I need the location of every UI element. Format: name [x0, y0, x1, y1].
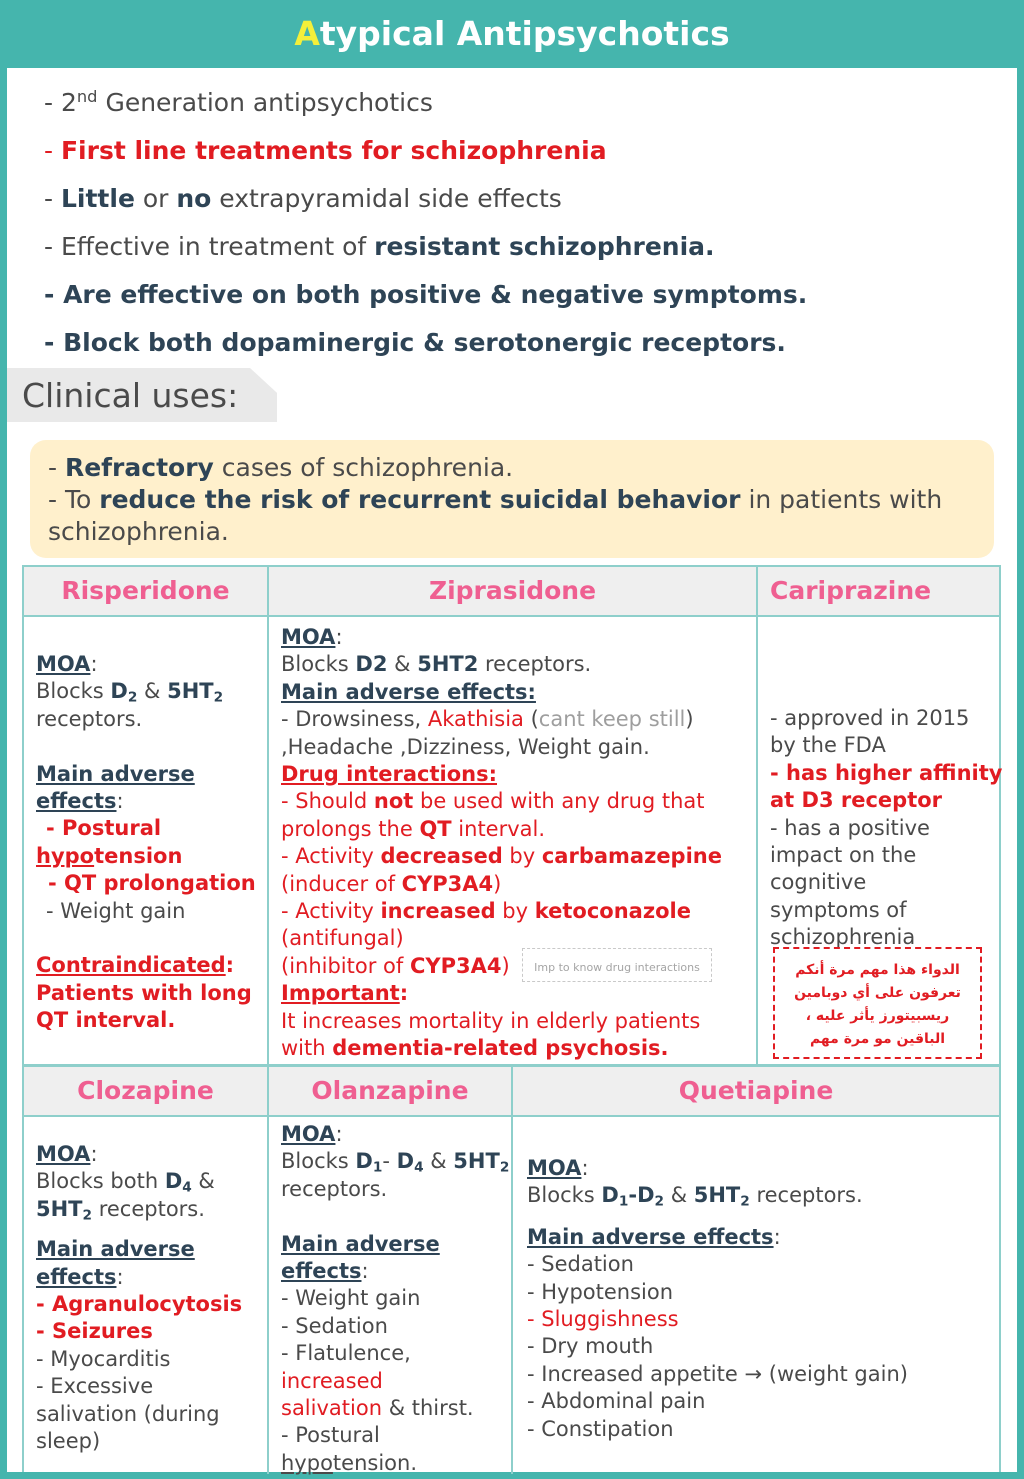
clinical-uses-title: Clinical uses: — [22, 376, 239, 415]
clinical-use-item-cont: schizophrenia. — [48, 517, 229, 546]
clozapine-cell: MOA: Blocks both $D_4$ & $5HT_2$ receptors. Main adverse effects: - Agranulocytosis - Seizures - Myocarditis - Excessive salivation (during sleep) — [24, 1117, 269, 1474]
intro-line: - Are effective on both positive & negative symptoms. — [44, 280, 808, 309]
intro-line: - Block both dopaminergic & serotonergic receptors. — [44, 328, 786, 357]
sticky-note: Imp to know drug interactions — [522, 948, 712, 982]
cariprazine-cell: - approved in 2015 by the FDA - has higher affinity at D3 receptor - has a positive impact on the cognitive symptoms of schizophrenia — [770, 706, 1003, 950]
header-cariprazine: Cariprazine — [758, 567, 999, 617]
olanzapine-cell: MOA: Blocks $D_1-$ $D_4$ & $5HT_2$ receptors. Main adverse effects: - Weight gain - Sedation - Flatulence, increased salivation & thirst. - Postural hypotension. — [269, 1117, 513, 1474]
intro-line: - Effective in treatment of resistant schizophrenia. — [44, 232, 715, 261]
drug-table-2 — [22, 1065, 1001, 1475]
header-ziprasidone: Ziprasidone — [269, 567, 758, 617]
header-olanzapine: Olanzapine — [269, 1067, 513, 1117]
intro-line: - Little or no extrapyramidal side effects — [44, 184, 562, 213]
clinical-use-item: - Refractory cases of schizophrenia. — [48, 453, 514, 482]
header-risperidone: Risperidone — [24, 567, 269, 617]
ziprasidone-cell: MOA: Blocks D2 & 5HT2 receptors. Main adverse effects: - Drowsiness, Akathisia (cant keep still) ,Headache ,Dizziness, Weight gain. Drug interactions: - Should not be used with any drug that prolongs the QT interval. - Activity decreased by carbamazepine (inducer of CYP3A4) - Activity increased by ketoconazole (antifungal) (inhibitor of CYP3A4) Important: It increases mortality in elderly patients with dementia-related psychosis. — [269, 617, 758, 1064]
quetiapine-cell: MOA: Blocks $D_1-D_2$ & $5HT_2$ receptors. Main adverse effects: - Sedation - Hypotension - Sluggishness - Dry mouth - Increased appetite → (weight gain) - Abdominal pain - Constipation — [527, 1156, 908, 1441]
intro-line: - First line treatments for schizophrenia — [44, 136, 607, 165]
page-title: Atypical Antipsychotics — [0, 0, 1024, 68]
clinical-use-item: - To reduce the risk of recurrent suicidal behavior in patients with — [48, 485, 943, 514]
header-clozapine: Clozapine — [24, 1067, 269, 1117]
clinical-uses-box — [30, 440, 994, 558]
intro-line: - 2nd Generation antipsychotics — [44, 87, 433, 117]
arabic-note: الدواء هذا مهم مرة أنكم تعرفون على أي دوبامين ريسبيتورز يأثر عليه ، الباقين مو مرة مهم — [773, 947, 982, 1059]
risperidone-cell: MOA: Blocks $D_2$ & $5HT_2$ receptors. Main adverse effects: - Postural hypotension - QT prolongation - Weight gain Contraindicated: Patients with long QT interval. — [24, 617, 269, 1064]
intro-list — [44, 85, 984, 373]
header-quetiapine: Quetiapine — [513, 1067, 999, 1117]
